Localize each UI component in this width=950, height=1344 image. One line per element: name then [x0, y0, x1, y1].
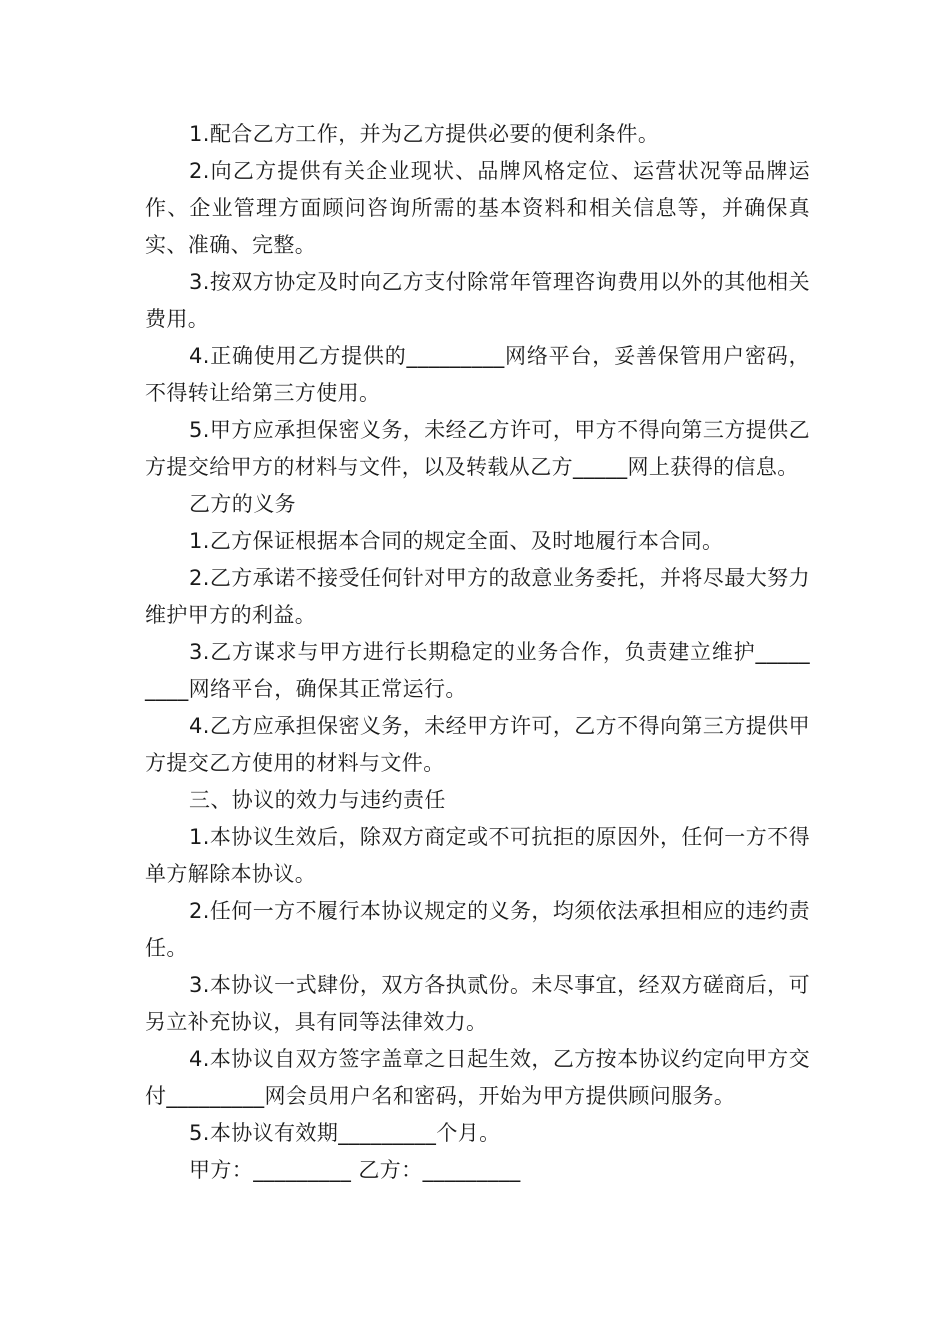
paragraph-party-b-duty-3: 3.乙方谋求与甲方进行长期稳定的业务合作，负责建立维护_________网络平台，确保其正常运行。	[145, 640, 810, 701]
paragraph-party-b-duty-4: 4.乙方应承担保密义务，未经甲方许可，乙方不得向第三方提供甲方提交乙方使用的材料与文件。	[145, 714, 810, 775]
signature-line: 甲方：_________ 乙方：_________	[189, 1158, 521, 1182]
paragraph-party-a-duty-4: 4.正确使用乙方提供的_________网络平台，妥善保管用户密码，不得转让给第三方使用。	[145, 344, 810, 405]
paragraph-effect-1: 1.本协议生效后，除双方商定或不可抗拒的原因外，任何一方不得单方解除本协议。	[145, 825, 810, 886]
paragraph-party-a-duty-3: 3.按双方协定及时向乙方支付除常年管理咨询费用以外的其他相关费用。	[145, 270, 810, 331]
paragraph-party-a-duty-1: 1.配合乙方工作，并为乙方提供必要的便利条件。	[189, 122, 660, 146]
paragraph-party-b-duty-2: 2.乙方承诺不接受任何针对甲方的敌意业务委托，并将尽最大努力维护甲方的利益。	[145, 566, 810, 627]
paragraph-effect-5: 5.本协议有效期_________个月。	[189, 1121, 501, 1145]
paragraph-party-b-duty-1: 1.乙方保证根据本合同的规定全面、及时地履行本合同。	[189, 529, 724, 553]
section-heading-party-b-duties: 乙方的义务	[189, 492, 296, 516]
section-heading-effect-liability: 三、协议的效力与违约责任	[189, 788, 446, 812]
paragraph-effect-4: 4.本协议自双方签字盖章之日起生效，乙方按本协议约定向甲方交付_________网会员用户名和密码，开始为甲方提供顾问服务。	[145, 1047, 810, 1108]
paragraph-party-a-duty-2: 2.向乙方提供有关企业现状、品牌风格定位、运营状况等品牌运作、企业管理方面顾问咨询所需的基本资料和相关信息等，并确保真实、准确、完整。	[145, 159, 810, 257]
paragraph-party-a-duty-5: 5.甲方应承担保密义务，未经乙方许可，甲方不得向第三方提供乙方提交给甲方的材料与文件，以及转载从乙方_____网上获得的信息。	[145, 418, 810, 479]
document-body	[145, 116, 810, 1189]
paragraph-effect-3: 3.本协议一式肆份，双方各执贰份。未尽事宜，经双方磋商后，可另立补充协议，具有同等法律效力。	[145, 973, 810, 1034]
paragraph-effect-2: 2.任何一方不履行本协议规定的义务，均须依法承担相应的违约责任。	[145, 899, 810, 960]
